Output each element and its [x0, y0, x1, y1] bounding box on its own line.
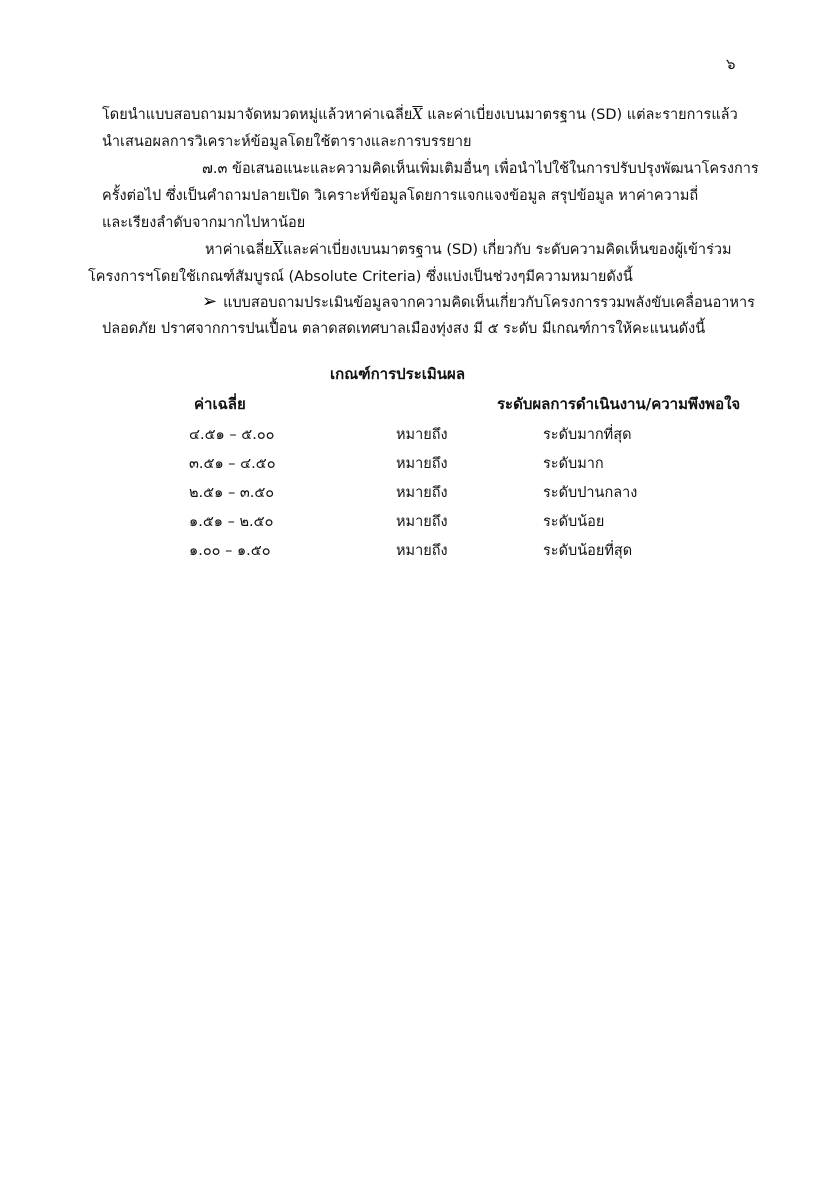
range-cell: ๒.๕๑ – ๓.๕๐ — [189, 485, 275, 501]
means-cell: หมายถึง — [396, 543, 448, 559]
level-cell: ระดับน้อยที่สุด — [543, 543, 633, 559]
level-cell: ระดับน้อย — [543, 514, 605, 530]
means-cell: หมายถึง — [396, 456, 448, 472]
table-row — [0, 452, 840, 480]
table-row — [0, 539, 840, 567]
text-segment: โดยนำแบบสอบถามมาจัดหมวดหมู่แล้วหาค่าเฉลี่ย — [102, 107, 413, 123]
range-cell: ๑.๐๐ – ๑.๕๐ — [189, 543, 271, 559]
level-cell: ระดับมากที่สุด — [543, 427, 632, 443]
paragraph-line — [202, 290, 755, 315]
table-row — [0, 481, 840, 509]
paragraph-line — [205, 238, 732, 262]
means-cell: หมายถึง — [396, 514, 448, 530]
paragraph-line: และเรียงลำดับจากมากไปหาน้อย — [102, 215, 306, 231]
level-cell: ระดับปานกลาง — [543, 485, 638, 501]
means-cell: หมายถึง — [396, 427, 448, 443]
text-segment: หาค่าเฉลี่ย — [205, 242, 273, 258]
arrow-bullet-icon: ➢ — [202, 291, 218, 312]
paragraph-line: นำเสนอผลการวิเคราะห์ข้อมูลโดยใช้ตารางและการบรรยาย — [102, 134, 472, 150]
paragraph-line — [102, 103, 738, 127]
header-level: ระดับผลการดำเนินงาน/ความพึงพอใจ — [497, 395, 741, 413]
text-segment: แบบสอบถามประเมินข้อมูลจากความคิดเห็นเกี่ยวกับโครงการรวมพลังขับเคลื่อนอาหาร — [223, 295, 755, 311]
text-segment: และค่าเบี่ยงเบนมาตรฐาน (SD) เกี่ยวกับ ระดับความคิดเห็นของผู้เข้าร่วม — [283, 242, 732, 258]
range-cell: ๓.๕๑ – ๔.๕๐ — [189, 456, 276, 472]
text-segment: และค่าเบี่ยงเบนมาตรฐาน (SD) แต่ละรายการแล้ว — [422, 107, 738, 123]
page-number: ๖ — [726, 55, 736, 73]
range-cell: ๔.๕๑ – ๕.๐๐ — [189, 427, 275, 443]
paragraph-line: ๗.๓ ข้อเสนอแนะและความคิดเห็นเพิ่มเติมอื่นๆ เพื่อนำไปใช้ในการปรับปรุงพัฒนาโครงการ — [202, 161, 759, 177]
paragraph-line: ครั้งต่อไป ซึ่งเป็นคำถามปลายเปิด วิเคราะห์ข้อมูลโดยการแจกแจงข้อมูล สรุปข้อมูล หาค่าความถี่ — [102, 188, 699, 204]
table-row — [0, 423, 840, 451]
table-row — [0, 510, 840, 538]
paragraph-line: ปลอดภัย ปราศจากการปนเปื้อน ตลาดสดเทศบาลเมืองทุ่งสง มี ๕ ระดับ มีเกณฑ์การให้คะแนนดังนี้ — [102, 321, 706, 337]
means-cell: หมายถึง — [396, 485, 448, 501]
header-average: ค่าเฉลี่ย — [194, 395, 246, 413]
criteria-title: เกณฑ์การประเมินผล — [330, 365, 466, 383]
paragraph-line: โครงการฯโดยใช้เกณฑ์สัมบูรณ์ (Absolute Criteria) ซึ่งแบ่งเป็นช่วงๆมีความหมายดังนี้ — [88, 269, 633, 285]
mean-symbol: $\overline{X}$ — [412, 107, 423, 123]
mean-symbol: $\overline{X}$ — [272, 242, 284, 258]
level-cell: ระดับมาก — [543, 456, 604, 472]
range-cell: ๑.๕๑ – ๒.๕๐ — [189, 514, 274, 530]
